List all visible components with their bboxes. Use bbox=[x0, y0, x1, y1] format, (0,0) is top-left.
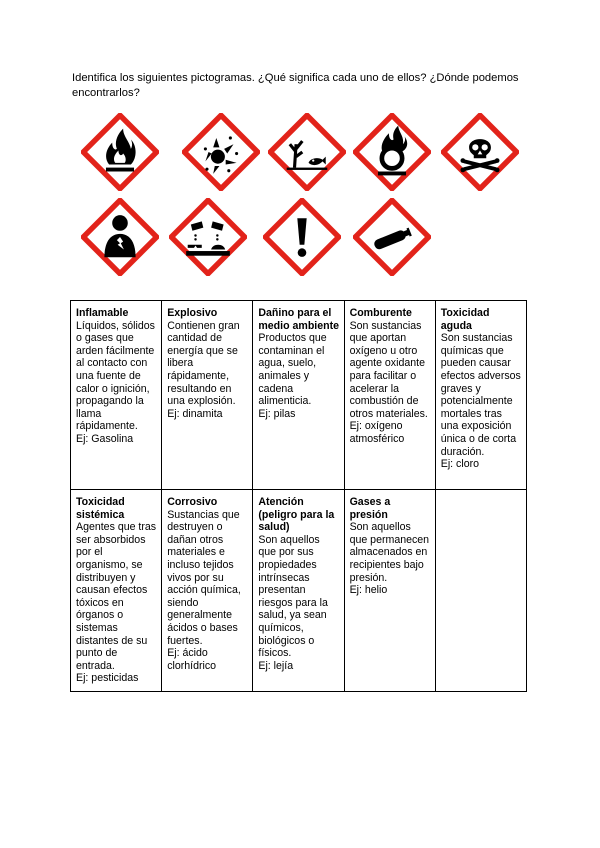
table-row bbox=[71, 301, 527, 490]
cell-example: Ej: pilas bbox=[258, 407, 296, 420]
flame-icon bbox=[81, 113, 159, 191]
cell-example: Ej: Gasolina bbox=[76, 432, 134, 445]
cell-example: Ej: pesticidas bbox=[76, 672, 139, 685]
cell-example: Ej: cloro bbox=[440, 458, 480, 471]
cell-title: Inflamable bbox=[76, 307, 129, 319]
table-cell-empty bbox=[435, 490, 526, 692]
cell-description: Son sustancias químicas que pueden causar efectos adversos graves y potencialmente mortales tras una exposición única o de corta duración. bbox=[440, 332, 521, 458]
cell-description: Son sustancias que aportan oxígeno u otro agente oxidante para facilitar o acelerar la combustión de otros materiales. bbox=[349, 319, 428, 420]
environment-icon bbox=[268, 113, 346, 191]
health-hazard-icon bbox=[81, 198, 159, 276]
table-cell bbox=[344, 490, 435, 692]
exclamation-mark-icon bbox=[263, 198, 341, 276]
hazards-table bbox=[70, 300, 527, 692]
cell-description: Líquidos, sólidos o gases que arden fácilmente al contacto con una fuente de calor o ignición, propagando la llama rápidamente. bbox=[76, 319, 155, 433]
cell-title: Comburente bbox=[349, 307, 412, 319]
cell-title: Corrosivo bbox=[167, 496, 218, 508]
table-cell bbox=[71, 490, 162, 692]
table-cell bbox=[253, 301, 344, 490]
cell-description: Son aquellos que permanecen almacenados en recipientes bajo presión. bbox=[349, 521, 430, 584]
cell-title: Toxicidad sistémica bbox=[76, 496, 125, 521]
skull-crossbones-icon bbox=[441, 113, 519, 191]
cell-example: Ej: lejía bbox=[258, 659, 294, 672]
table-cell bbox=[435, 301, 526, 490]
table-row bbox=[71, 490, 527, 692]
instructions-text: Identifica los siguientes pictogramas. ¿Qué significa cada uno de ellos? ¿Dónde podemos encontrarlos? bbox=[72, 72, 519, 99]
cell-example: Ej: oxígeno atmosférico bbox=[349, 420, 405, 445]
cell-example: Ej: ácido clorhídrico bbox=[167, 647, 217, 672]
pictogram-grid bbox=[0, 0, 600, 290]
table-cell bbox=[162, 490, 253, 692]
cell-example: Ej: helio bbox=[349, 584, 388, 597]
cell-description: Sustancias que destruyen o dañan otros materiales e incluso tejidos vivos por su acción química, siendo generalmente ácidos o bases fuertes. bbox=[167, 508, 241, 647]
table-cell bbox=[253, 490, 344, 692]
cell-title: Explosivo bbox=[167, 307, 218, 319]
cell-description: Productos que contaminan el agua, suelo, animales y cadena alimenticia. bbox=[258, 332, 327, 408]
cell-title: Dañino para el medio ambiente bbox=[258, 307, 340, 332]
cell-title: Atención (peligro para la salud) bbox=[258, 496, 335, 534]
gas-cylinder-icon bbox=[353, 198, 431, 276]
corrosion-icon bbox=[169, 198, 247, 276]
cell-description: Son aquellos que por sus propiedades intrínsecas presentan riesgos para la salud, ya sean químicos, biológicos o físicos. bbox=[258, 533, 328, 660]
exploding-bomb-icon bbox=[182, 113, 260, 191]
flame-over-circle-icon bbox=[353, 113, 431, 191]
table-cell bbox=[71, 301, 162, 490]
cell-title: Gases a presión bbox=[349, 496, 391, 521]
cell-description: Agentes que tras ser absorbidos por el organismo, se distribuyen y causan efectos tóxicos en órganos o sistemas distantes de su punto de entrada. bbox=[76, 521, 157, 672]
cell-example: Ej: dinamita bbox=[167, 407, 223, 420]
table-cell bbox=[162, 301, 253, 490]
cell-title: Toxicidad aguda bbox=[440, 307, 490, 332]
table-cell bbox=[344, 301, 435, 490]
cell-description: Contienen gran cantidad de energía que se libera rápidamente, resultando en una explosión. bbox=[167, 319, 240, 408]
